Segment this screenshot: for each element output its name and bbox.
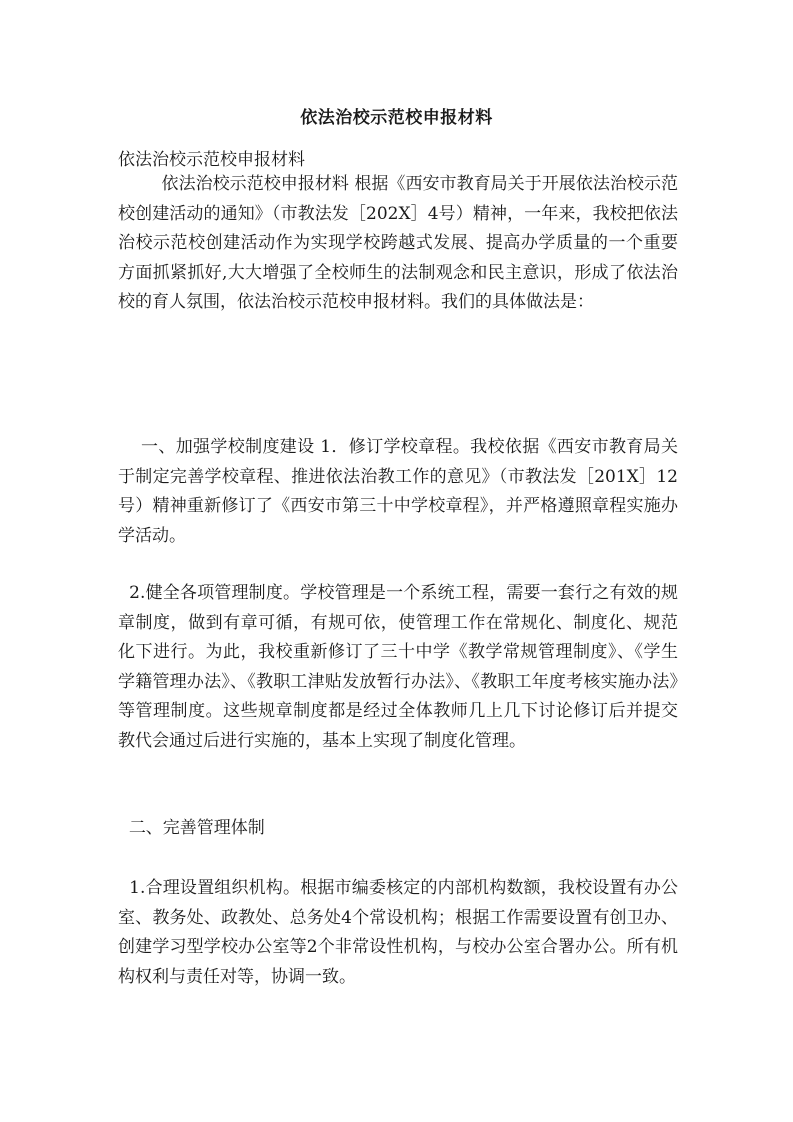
intro-paragraph: 依法治校示范校申报材料 根据《西安市教育局关于开展依法治校示范校创建活动的通知》（市教法发［202X］4号）精神，一年来，我校把依法治校示范校创建活动作为实现学校跨越式发展、提高办学质量的一个重要方面抓紧抓好,大大增强了全校师生的法制观念和民主意识，形成了依法治校的育人氛围，依法治校示范校申报材料。我们的具体做法是： bbox=[118, 174, 679, 312]
document-subtitle: 依法治校示范校申报材料 bbox=[118, 150, 305, 170]
document-title: 依法治校示范校申报材料 bbox=[300, 108, 493, 128]
section1-item2-paragraph: 2.健全各项管理制度。学校管理是一个系统工程，需要一套行之有效的规章制度，做到有章可循，有规可依，使管理工作在常规化、制度化、规范化下进行。为此，我校重新修订了三十中学《教学常规管理制度》、《学生学籍管理办法》、《教职工津贴发放暂行办法》、《教职工年度考核实施办法》等管理制度。这些规章制度都是经过全体教师几上几下讨论修订后并提交教代会通过后进行实施的，基本上实现了制度化管理。 bbox=[118, 583, 678, 751]
section2-item1-paragraph: 1.合理设置组织机构。根据市编委核定的内部机构数额，我校设置有办公室、教务处、政教处、总务处4个常设机构；根据工作需要设置有创卫办、创建学习型学校办公室等2个非常设性机构，与校办公室合署办公。所有机构权利与责任对等，协调一致。 bbox=[118, 878, 678, 987]
section2-heading: 二、完善管理体制 bbox=[118, 818, 265, 838]
section1-paragraph: 一、加强学校制度建设 1．修订学校章程。我校依据《西安市教育局关于制定完善学校章程、推进依法治教工作的意见》（市教法发［201X］12号）精神重新修订了《西安市第三十中学校章程》，并严格遵照章程实施办学活动。 bbox=[118, 437, 679, 546]
